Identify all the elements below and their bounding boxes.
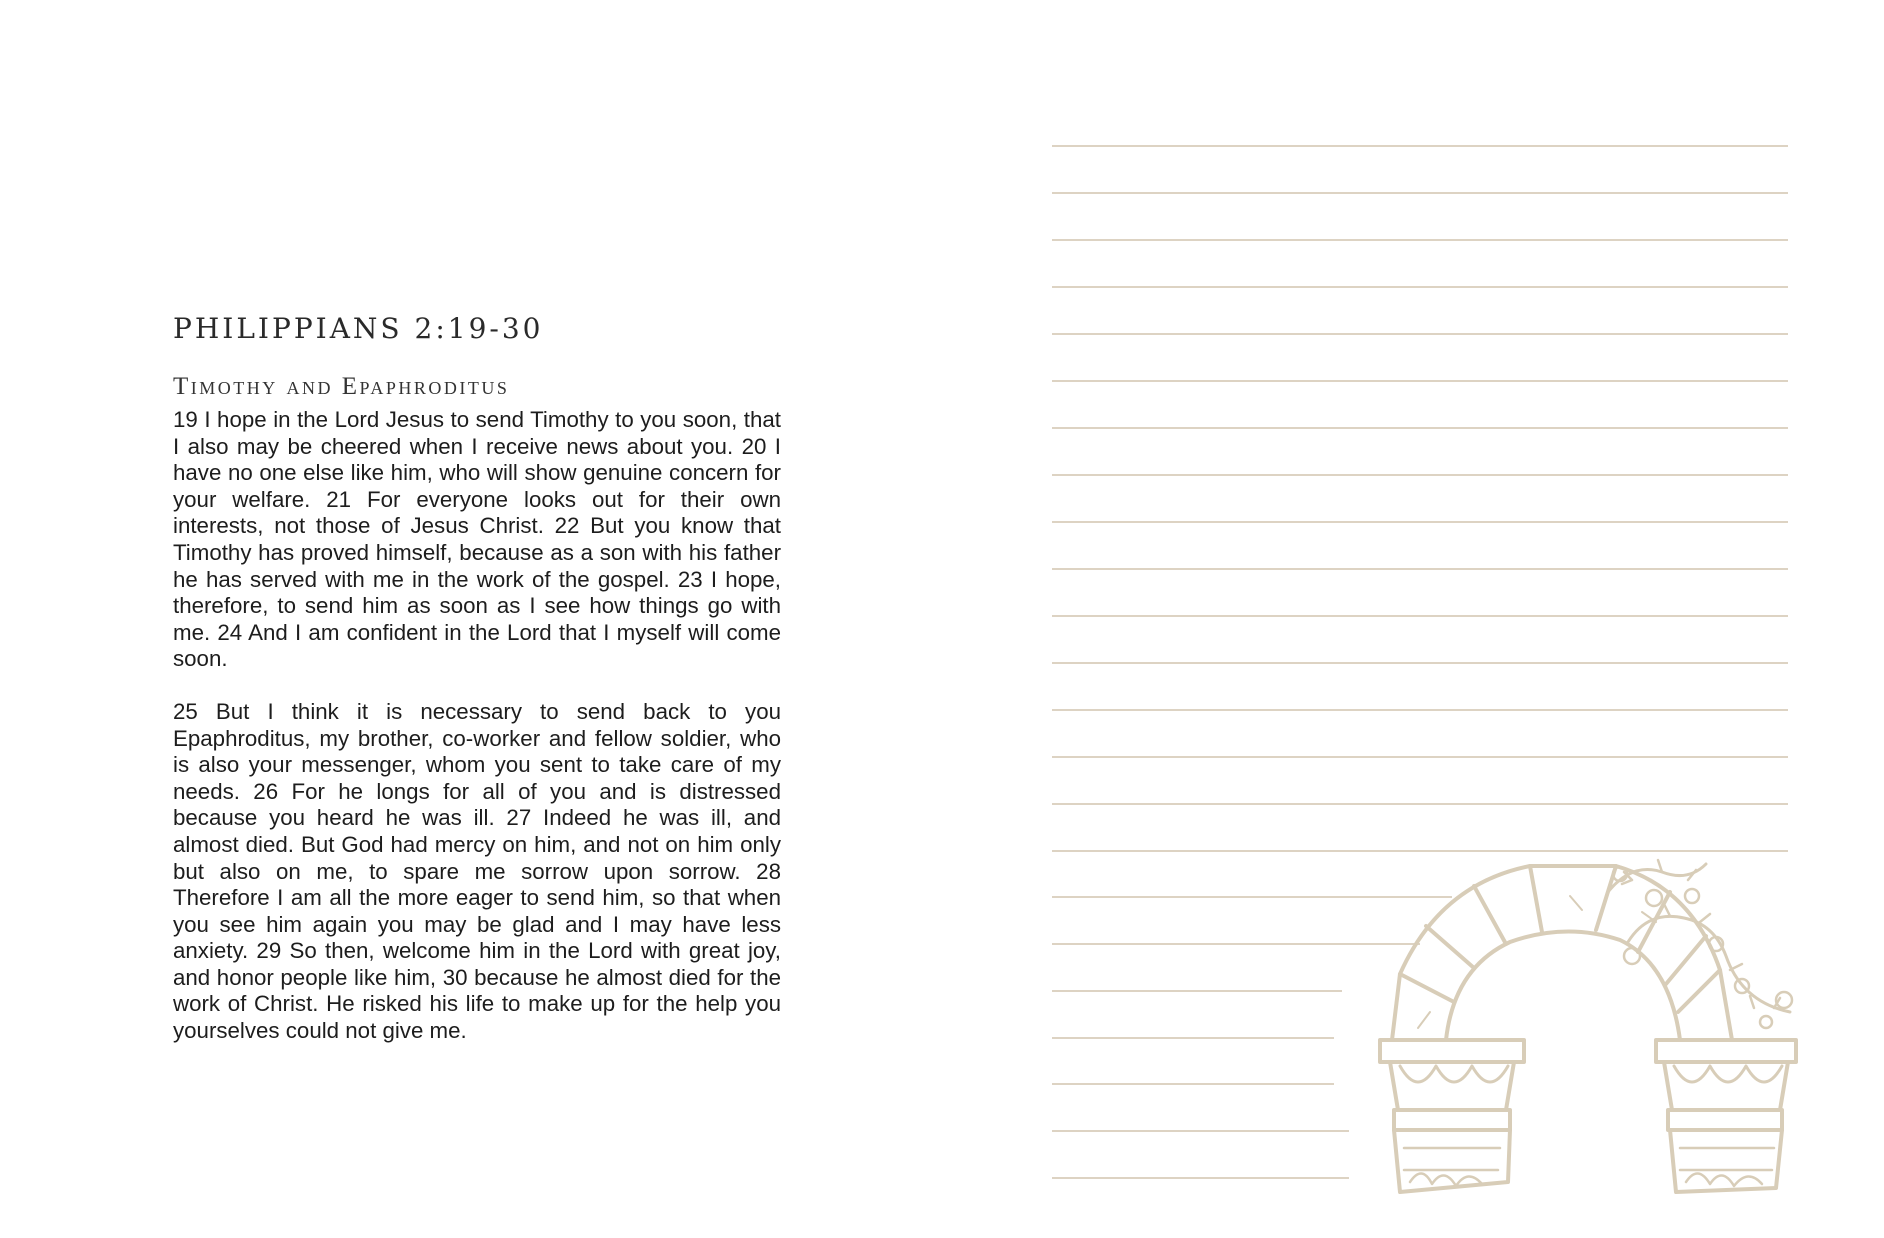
- note-line: [1052, 990, 1342, 992]
- passage-paragraph-2: 25 But I think it is necessary to send back to you Epaphroditus, my brother, co-worker and fellow soldier, who is also your messenger, whom you sent to take care of my needs. 26 For he longs for all of you and is distressed because you heard he was ill. 27 Indeed he was ill, and almost died. But God had mercy on him, and not on him only but also on me, to spare me sorrow upon sorrow. 28 Therefore I am all the more eager to send him, so that when you see him again you may be glad and I may have less anxiety. 29 So then, welcome him in the Lord with great joy, and honor people like him, 30 because he almost died for the work of Christ. He risked his life to make up for the help you yourselves could not give me.: [173, 698, 781, 1044]
- note-line: [1052, 756, 1788, 758]
- section-title: Timothy and Epaphroditus: [173, 373, 510, 400]
- passage-reference: PHILIPPIANS 2:19-30: [173, 312, 544, 345]
- note-line: [1052, 709, 1788, 711]
- note-line: [1052, 239, 1788, 241]
- stone-arch-with-vines-icon: [1370, 852, 1802, 1200]
- note-line: [1052, 803, 1788, 805]
- note-line: [1052, 943, 1420, 945]
- note-line: [1052, 521, 1788, 523]
- note-line: [1052, 662, 1788, 664]
- note-line: [1052, 333, 1788, 335]
- note-line: [1052, 1083, 1334, 1085]
- passage-paragraph-1: 19 I hope in the Lord Jesus to send Timothy to you soon, that I also may be cheered when I receive news about you. 20 I have no one else like him, who will show genuine concern for your welfare. 21 For everyone looks out for their own interests, not those of Jesus Christ. 22 But you know that Timothy has proved himself, because as a son with his father he has served with me in the work of the gospel. 23 I hope, therefore, to send him as soon as I see how things go with me. 24 And I am confident in the Lord that I myself will come soon.: [173, 407, 781, 672]
- note-line: [1052, 1037, 1334, 1039]
- note-line: [1052, 568, 1788, 570]
- note-line: [1052, 286, 1788, 288]
- note-line: [1052, 1177, 1349, 1179]
- note-line: [1052, 427, 1788, 429]
- note-line: [1052, 615, 1788, 617]
- note-line: [1052, 380, 1788, 382]
- note-line: [1052, 192, 1788, 194]
- note-line: [1052, 474, 1788, 476]
- note-line: [1052, 145, 1788, 147]
- note-line: [1052, 1130, 1349, 1132]
